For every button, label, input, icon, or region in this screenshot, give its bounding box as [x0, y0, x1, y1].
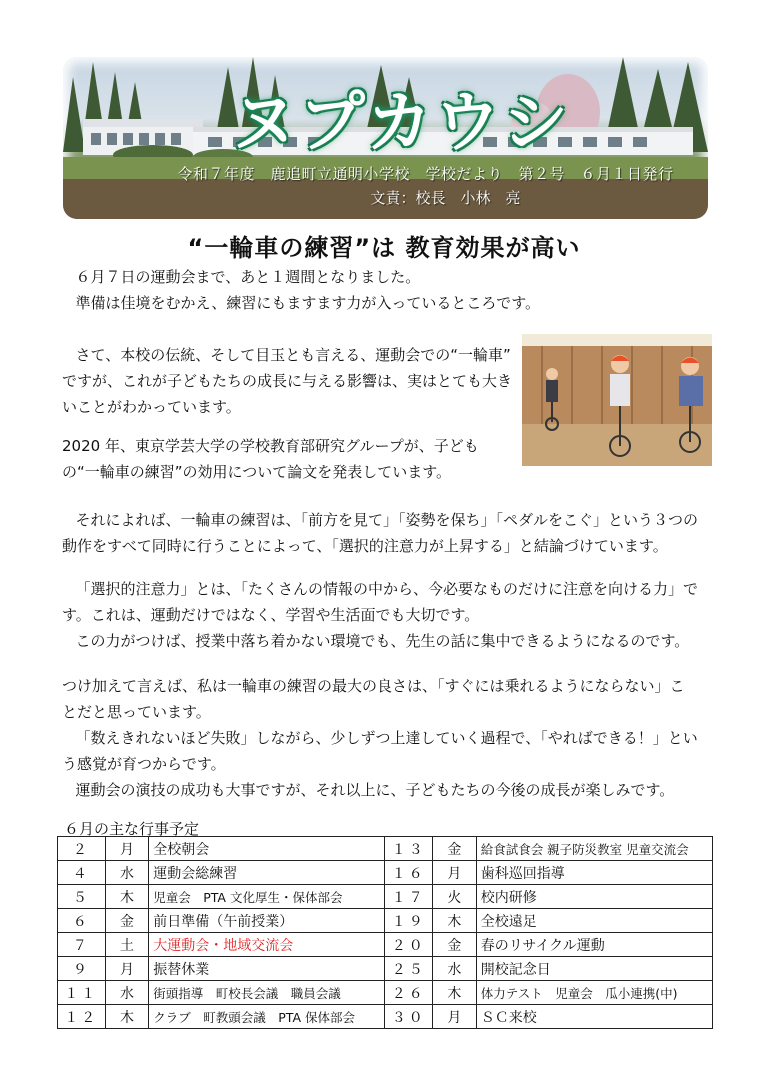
paragraph-line: 準備は佳境をむかえ、練習にもますます力が入っているところです。 [75, 294, 541, 312]
author-credit: 文責：校長 小林 亮 [370, 189, 521, 207]
article-paragraph [62, 433, 517, 485]
events-row [58, 957, 713, 981]
event-weekday: 月 [105, 837, 149, 861]
event-name: ＳＣ来校 [476, 1005, 712, 1029]
event-name: 児童会 PTA 文化厚生・保体部会 [149, 885, 385, 909]
event-weekday: 水 [105, 861, 149, 885]
article-paragraph [62, 507, 722, 559]
event-weekday: 火 [433, 885, 477, 909]
event-day: ３０ [385, 1005, 433, 1029]
event-day: ２５ [385, 957, 433, 981]
event-name: 春のリサイクル運動 [476, 933, 712, 957]
event-name: 体力テスト 児童会 瓜小連携(中) [476, 981, 712, 1005]
event-day: １１ [58, 981, 106, 1005]
paragraph-line: う感覚が育つからです。 [62, 755, 226, 773]
event-weekday: 金 [433, 837, 477, 861]
event-name: 全校朝会 [149, 837, 385, 861]
event-day: １６ [385, 861, 433, 885]
event-weekday: 金 [433, 933, 477, 957]
event-weekday: 月 [433, 861, 477, 885]
event-weekday: 月 [433, 1005, 477, 1029]
event-weekday: 木 [433, 909, 477, 933]
article-headline: “一輪車の練習”は 教育効果が高い [187, 234, 581, 262]
paragraph-line: とだと思っています。 [62, 703, 211, 721]
paragraph-line: の“一輪車の練習”の効用について論文を発表しています。 [62, 463, 452, 481]
article-paragraph [62, 576, 722, 654]
event-name: 前日準備（午前授業） [149, 909, 385, 933]
unicycle-children-photo [522, 334, 712, 466]
event-name: 全校遠足 [476, 909, 712, 933]
event-day: ５ [58, 885, 106, 909]
event-weekday: 木 [433, 981, 477, 1005]
event-day: ６ [58, 909, 106, 933]
events-table [57, 836, 713, 1029]
paragraph-line: さて、本校の伝統、そして目玉とも言える、運動会での“一輪車” [75, 346, 511, 364]
event-day: １７ [385, 885, 433, 909]
article-paragraph [62, 673, 722, 803]
paragraph-line: ６月７日の運動会まで、あと１週間となりました。 [75, 268, 421, 286]
paragraph-line: いことがわかっています。 [62, 398, 241, 416]
paragraph-line: 「数えきれないほど失敗」しながら、少しずつ上達していく過程で、「やればできる！」とい [75, 729, 698, 747]
masthead-banner [63, 57, 708, 219]
event-day: ２０ [385, 933, 433, 957]
event-weekday: 金 [105, 909, 149, 933]
paragraph-line: つけ加えて言えば、私は一輪車の練習の最大の良さは、「すぐには乗れるようにならない」こ [62, 677, 685, 695]
event-day: ４ [58, 861, 106, 885]
event-weekday: 月 [105, 957, 149, 981]
event-name: 校内研修 [476, 885, 712, 909]
paragraph-line: 2020 年、東京学芸大学の学校教育部研究グループが、子ども [62, 437, 479, 455]
event-weekday: 水 [433, 957, 477, 981]
events-row [58, 1005, 713, 1029]
event-day: １２ [58, 1005, 106, 1029]
paragraph-line: 運動会の演技の成功も大事ですが、それ以上に、子どもたちの今後の成長が楽しみです。 [75, 781, 675, 799]
event-day: １３ [385, 837, 433, 861]
event-name: クラブ 町教頭会議 PTA 保体部会 [149, 1005, 385, 1029]
event-name: 給食試食会 親子防災教室 児童交流会 [476, 837, 712, 861]
events-caption: ６月の主な行事予定 [64, 820, 200, 838]
event-name: 運動会総練習 [149, 861, 385, 885]
events-row [58, 837, 713, 861]
event-name: 街頭指導 町校長会議 職員会議 [149, 981, 385, 1005]
paragraph-line: す。これは、運動だけではなく、学習や生活面でも大切です。 [62, 606, 480, 624]
event-weekday: 木 [105, 885, 149, 909]
events-row [58, 909, 713, 933]
newsletter-title: ヌプカウシ [230, 84, 571, 161]
events-row [58, 861, 713, 885]
event-name: 開校記念日 [476, 957, 712, 981]
event-weekday: 木 [105, 1005, 149, 1029]
events-row [58, 981, 713, 1005]
event-weekday: 土 [105, 933, 149, 957]
event-day: ２６ [385, 981, 433, 1005]
paragraph-line: この力がつけば、授業中落ち着かない環境でも、先生の話に集中できるようになるのです。 [75, 632, 690, 650]
event-day: ２ [58, 837, 106, 861]
event-name: 大運動会・地域交流会 [149, 933, 385, 957]
paragraph-line: ですが、これが子どもたちの成長に与える影響は、実はとても大き [62, 372, 513, 390]
paragraph-line: それによれば、一輪車の練習は、「前方を見て」「姿勢を保ち」「ペダルをこぐ」という３つの [75, 511, 699, 529]
paragraph-line: 動作をすべて同時に行うことによって、「選択的注意力が上昇する」と結論づけています。 [62, 537, 668, 555]
event-name: 歯科巡回指導 [476, 861, 712, 885]
event-day: ７ [58, 933, 106, 957]
paragraph-line: 「選択的注意力」とは、「たくさんの情報の中から、今必要なものだけに注意を向ける力」で [75, 580, 699, 598]
unicycle-photo-icon [522, 334, 712, 466]
event-day: ９ [58, 957, 106, 981]
issue-info: 令和７年度 鹿追町立通明小学校 学校だより 第２号 ６月１日発行 [177, 165, 674, 183]
article-paragraph [62, 264, 722, 316]
event-day: １９ [385, 909, 433, 933]
events-row [58, 933, 713, 957]
article-paragraph [62, 342, 517, 420]
event-weekday: 水 [105, 981, 149, 1005]
events-row [58, 885, 713, 909]
event-name: 振替休業 [149, 957, 385, 981]
